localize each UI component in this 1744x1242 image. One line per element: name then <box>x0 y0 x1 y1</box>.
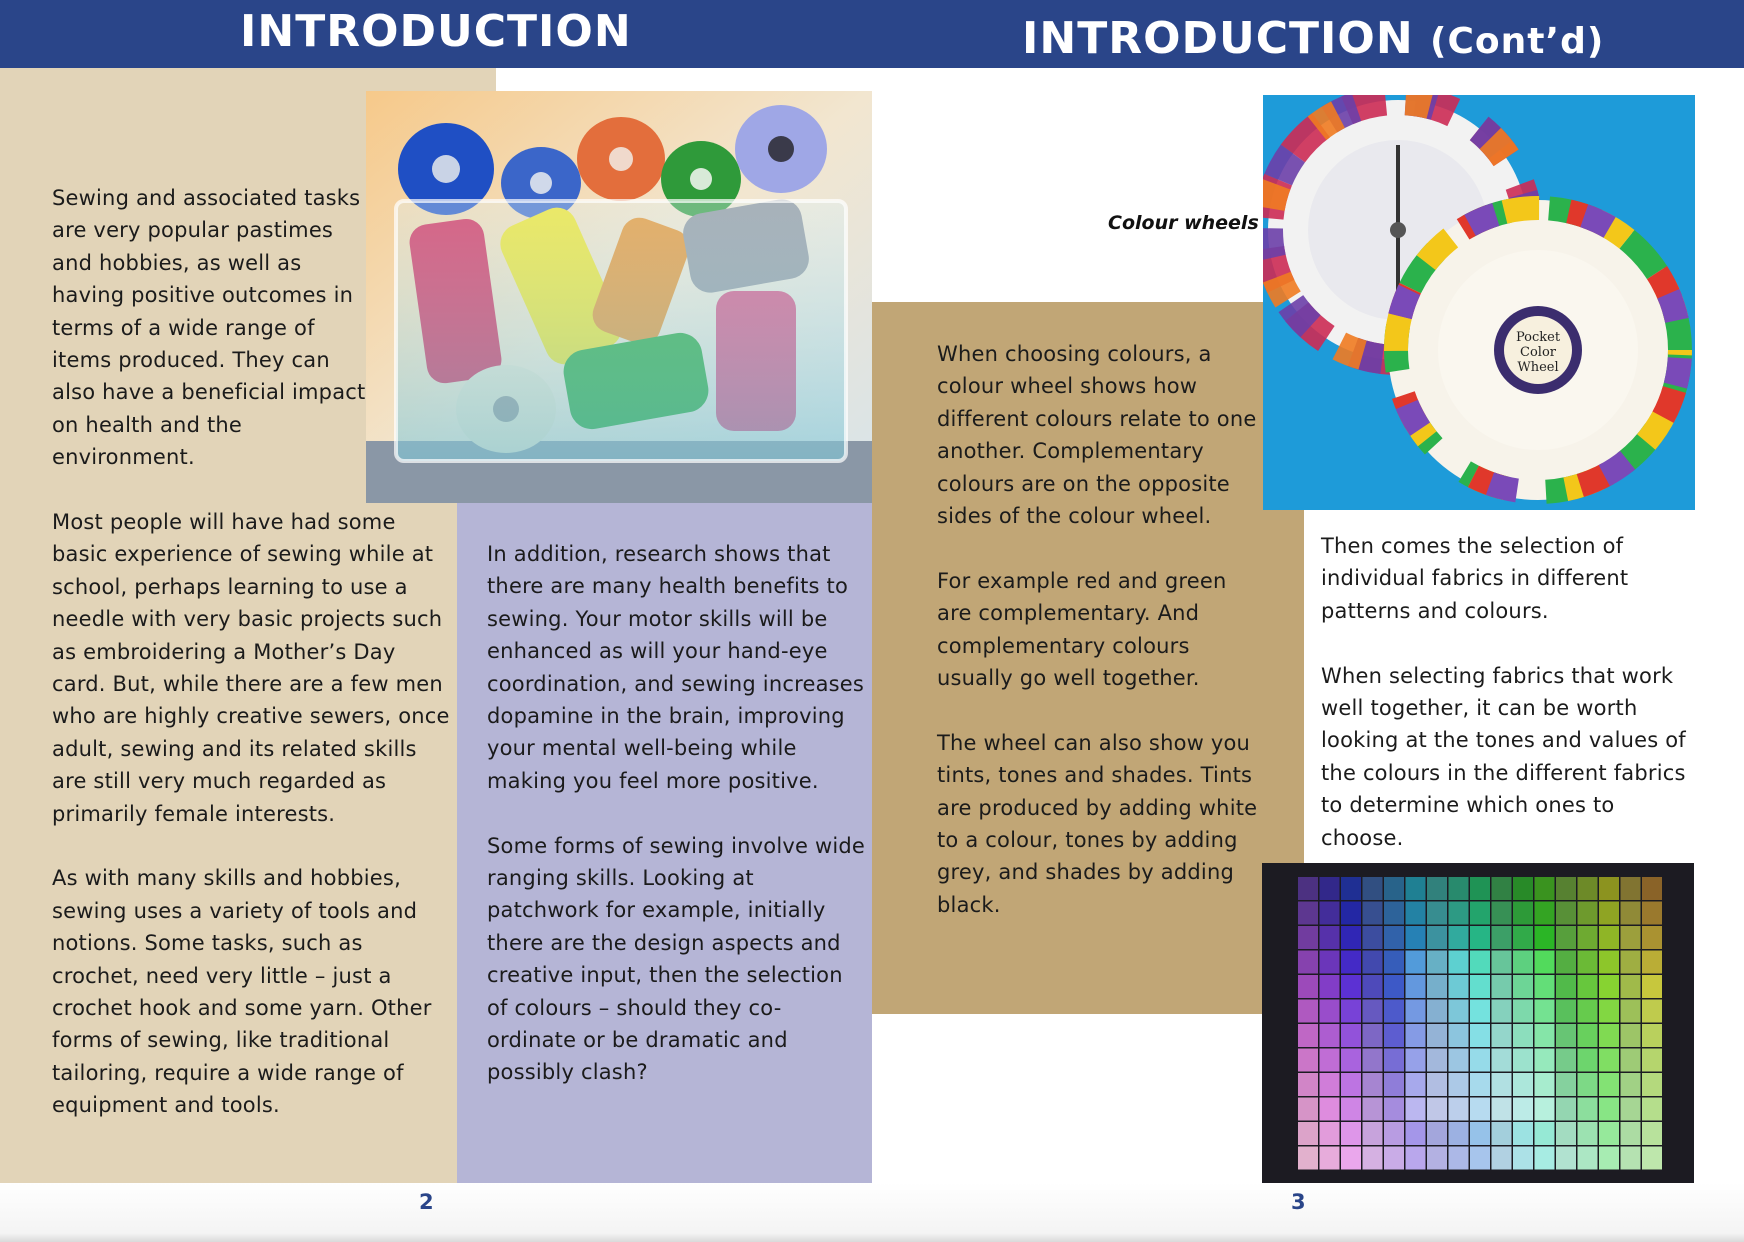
quilt-patch <box>1406 1098 1426 1121</box>
quilt-patch <box>1363 1024 1383 1047</box>
quilt-patch <box>1427 1049 1447 1072</box>
quilt-patch <box>1535 975 1555 998</box>
quilt-patch <box>1535 1049 1555 1072</box>
quilt-patch <box>1449 877 1469 900</box>
quilt-patch <box>1492 1000 1512 1023</box>
quilt-patch <box>1341 902 1361 925</box>
quilt-patch <box>1449 951 1469 974</box>
quilt-patch <box>1556 1073 1576 1096</box>
page-title-right-main: INTRODUCTION <box>1022 13 1414 64</box>
quilt-patch <box>1406 1073 1426 1096</box>
quilt-patch <box>1320 1147 1340 1170</box>
page-number-right: 3 <box>1291 1190 1306 1214</box>
quilt-patch <box>1599 877 1619 900</box>
quilt-patch <box>1320 951 1340 974</box>
quilt-patch <box>1449 1024 1469 1047</box>
quilt-patch <box>1427 1073 1447 1096</box>
quilt-patch <box>1363 877 1383 900</box>
paragraph: For example red and green are complementary. And complementary colours usually go well together. <box>937 568 1227 691</box>
quilt-patch <box>1599 1122 1619 1145</box>
quilt-patch <box>1298 975 1318 998</box>
quilt-patch <box>1363 951 1383 974</box>
quilt-patch <box>1556 975 1576 998</box>
quilt-patch <box>1449 1049 1469 1072</box>
quilt-patch <box>1320 1122 1340 1145</box>
quilt-patch <box>1384 1073 1404 1096</box>
quilt-patch <box>1449 1098 1469 1121</box>
quilt-patch <box>1427 1024 1447 1047</box>
quilt-patch <box>1427 975 1447 998</box>
colour-wheels-photo <box>1263 95 1695 510</box>
quilt-patch <box>1384 975 1404 998</box>
quilt-patch <box>1492 1098 1512 1121</box>
quilt-patch <box>1384 877 1404 900</box>
quilt-patch <box>1470 902 1490 925</box>
quilt-patch <box>1492 1147 1512 1170</box>
paragraph: Then comes the selection of individual fabrics in different patterns and colours. <box>1321 534 1629 623</box>
quilt-patch <box>1599 975 1619 998</box>
intro-paragraph-block-2 <box>52 506 452 1122</box>
quilt-patch <box>1556 902 1576 925</box>
quilt-patch <box>1578 877 1598 900</box>
quilt-patch <box>1363 1000 1383 1023</box>
quilt-patch <box>1621 1073 1641 1096</box>
quilt-patch <box>1621 1024 1641 1047</box>
quilt-patch <box>1341 1024 1361 1047</box>
quilt-patch <box>1578 1147 1598 1170</box>
quilt-patch <box>1427 951 1447 974</box>
quilt-patch <box>1470 1147 1490 1170</box>
quilt-patch <box>1513 926 1533 949</box>
quilt-patch <box>1642 1147 1662 1170</box>
quilt-patch <box>1642 1098 1662 1121</box>
quilt-patch <box>1492 902 1512 925</box>
quilt-patch <box>1449 1073 1469 1096</box>
page-title-right <box>1022 13 1605 64</box>
quilt-patch <box>1578 1122 1598 1145</box>
quilt-patch <box>1513 1000 1533 1023</box>
paragraph: Most people will have had some basic experience of sewing while at school, perhaps learning to use a needle with very basic projects such as embroidering a Mother’s Day card. But, while there are a few men who are highly creative sewers, once adult, sewing and its related skills are still very much regarded as primarily female interests. <box>52 510 450 826</box>
quilt-patch <box>1513 975 1533 998</box>
quilt-patch <box>1513 1098 1533 1121</box>
quilt-patch <box>1363 1049 1383 1072</box>
quilt-patch <box>1599 951 1619 974</box>
colour-paragraph-block <box>937 338 1267 921</box>
quilt-patch <box>1298 1000 1318 1023</box>
quilt-patch <box>1621 1049 1641 1072</box>
quilt-patch <box>1298 1073 1318 1096</box>
quilt-patch <box>1363 1098 1383 1121</box>
quilt-patch <box>1513 902 1533 925</box>
quilt-patch <box>1384 1098 1404 1121</box>
quilt-patch <box>1556 1049 1576 1072</box>
intro-paragraph-block-1 <box>52 182 372 474</box>
quilt-patch <box>1621 877 1641 900</box>
quilt-patch <box>1492 1049 1512 1072</box>
quilt-patch <box>1427 902 1447 925</box>
quilt-patch <box>1578 1073 1598 1096</box>
quilt-patch <box>1470 1122 1490 1145</box>
quilt-patch <box>1621 951 1641 974</box>
paragraph: When choosing colours, a colour wheel shows how different colours relate to one another. Complementary colours are on the opposite sides of the colour wheel. <box>937 342 1257 529</box>
quilt-patch <box>1320 975 1340 998</box>
quilt-patch <box>1642 877 1662 900</box>
quilt-patch <box>1535 877 1555 900</box>
quilt-patch <box>1384 951 1404 974</box>
quilt-patch <box>1492 951 1512 974</box>
quilt-patch <box>1513 1073 1533 1096</box>
thread-spools-photo <box>366 91 872 503</box>
quilt-patch <box>1556 1122 1576 1145</box>
quilt-patch <box>1341 1073 1361 1096</box>
quilt-patch <box>1406 975 1426 998</box>
quilt-patch <box>1535 1122 1555 1145</box>
quilt-patch <box>1320 1073 1340 1096</box>
paragraph: In addition, research shows that there are many health benefits to sewing. Your motor skills will be enhanced as will your hand-eye coordination, and sewing increases dopamine in the brain, improving your mental well-being while making you feel more positive. <box>487 542 865 793</box>
quilt-patch <box>1320 1024 1340 1047</box>
quilt-patch <box>1427 1098 1447 1121</box>
quilt-patch <box>1363 1122 1383 1145</box>
quilt-patch <box>1599 1147 1619 1170</box>
quilt-patch <box>1298 926 1318 949</box>
quilt-patch <box>1427 926 1447 949</box>
quilt-patch <box>1341 1098 1361 1121</box>
quilt-patch <box>1513 877 1533 900</box>
quilt-patch <box>1320 877 1340 900</box>
quilt-patch <box>1599 926 1619 949</box>
quilt-patch <box>1341 951 1361 974</box>
quilt-patch <box>1470 975 1490 998</box>
quilt-patch <box>1513 1147 1533 1170</box>
quilt-patch <box>1513 1049 1533 1072</box>
quilt-patch <box>1578 1098 1598 1121</box>
quilt-patch <box>1578 926 1598 949</box>
quilt-patch <box>1599 1073 1619 1096</box>
quilt-patch <box>1363 975 1383 998</box>
quilt-patch <box>1470 951 1490 974</box>
quilt-patch <box>1427 877 1447 900</box>
quilt-patch <box>1406 1000 1426 1023</box>
quilt-patch <box>1642 975 1662 998</box>
quilt-patch <box>1470 1049 1490 1072</box>
quilt-patch <box>1642 1000 1662 1023</box>
quilt-patch <box>1621 1098 1641 1121</box>
quilt-patch <box>1513 1024 1533 1047</box>
quilt-patch <box>1599 902 1619 925</box>
quilt-patch <box>1341 877 1361 900</box>
quilt-patch <box>1363 902 1383 925</box>
quilt-patch <box>1298 1049 1318 1072</box>
quilt-patch <box>1298 1024 1318 1047</box>
page-title-right-suffix: (Cont’d) <box>1429 21 1605 62</box>
quilt-patch <box>1449 975 1469 998</box>
wheel-label-2: Color <box>1520 345 1556 360</box>
quilt-patch <box>1298 1147 1318 1170</box>
quilt-patch <box>1384 1024 1404 1047</box>
quilt-patch <box>1556 877 1576 900</box>
quilt-patch <box>1621 1147 1641 1170</box>
quilt-patch <box>1492 1073 1512 1096</box>
quilt-patch <box>1406 1049 1426 1072</box>
quilt-patch <box>1449 1147 1469 1170</box>
paragraph: As with many skills and hobbies, sewing uses a variety of tools and notions. Some tasks, such as crochet, need very little – just a crochet hook and some yarn. Other forms of sewing, like traditional tailoring, require a wide range of equipment and tools. <box>52 866 432 1118</box>
wheel-label-3: Wheel <box>1517 360 1559 375</box>
quilt-patch <box>1492 1024 1512 1047</box>
quilt-patch <box>1556 951 1576 974</box>
quilt-patch <box>1384 926 1404 949</box>
quilt-patch <box>1320 1000 1340 1023</box>
quilt-patch <box>1363 1147 1383 1170</box>
quilt-patch <box>1642 1049 1662 1072</box>
quilt-patch <box>1535 1073 1555 1096</box>
quilt-patch <box>1449 1122 1469 1145</box>
quilt-patch <box>1449 1000 1469 1023</box>
quilt-patch <box>1363 1073 1383 1096</box>
quilt-patch <box>1470 1024 1490 1047</box>
quilt-patch <box>1642 1122 1662 1145</box>
quilt-patch <box>1642 951 1662 974</box>
quilt-patch <box>1599 1000 1619 1023</box>
quilt-patch <box>1492 926 1512 949</box>
patchwork-quilt-photo <box>1262 863 1694 1183</box>
quilt-patch <box>1320 902 1340 925</box>
quilt-patch <box>1599 1049 1619 1072</box>
quilt-patch <box>1298 877 1318 900</box>
paragraph: The wheel can also show you tints, tones and shades. Tints are produced by adding white to a colour, tones by adding grey, and shades by adding black. <box>937 730 1258 917</box>
quilt-patch <box>1642 1073 1662 1096</box>
quilt-patch <box>1449 902 1469 925</box>
quilt-patch <box>1535 1147 1555 1170</box>
quilt-patch <box>1406 951 1426 974</box>
quilt-patch <box>1406 926 1426 949</box>
quilt-patch <box>1298 951 1318 974</box>
quilt-patch <box>1642 902 1662 925</box>
quilt-patch <box>1599 1024 1619 1047</box>
quilt-patch <box>1320 926 1340 949</box>
quilt-patch <box>1298 902 1318 925</box>
quilt-patch <box>1470 1073 1490 1096</box>
quilt-patch <box>1535 1098 1555 1121</box>
quilt-patch <box>1406 902 1426 925</box>
quilt-patch <box>1320 1049 1340 1072</box>
quilt-patch <box>1298 1122 1318 1145</box>
quilt-patch <box>1384 1049 1404 1072</box>
quilt-patch <box>1556 1024 1576 1047</box>
image-caption-colour-wheels: Colour wheels <box>1108 212 1259 234</box>
quilt-patch <box>1470 926 1490 949</box>
quilt-patch <box>1406 1122 1426 1145</box>
paragraph: Some forms of sewing involve wide ranging skills. Looking at patchwork for example, initially there are the design aspects and creative input, then the selection of colours – should they co-ordinate or be dramatic and possibly clash? <box>487 833 866 1085</box>
quilt-patch <box>1556 926 1576 949</box>
quilt-patch <box>1384 902 1404 925</box>
quilt-patch <box>1621 902 1641 925</box>
quilt-patch <box>1535 1000 1555 1023</box>
quilt-patch <box>1599 1098 1619 1121</box>
quilt-patch <box>1556 1000 1576 1023</box>
quilt-patch <box>1578 1000 1598 1023</box>
quilt-patch <box>1578 1024 1598 1047</box>
page-number-left: 2 <box>419 1190 434 1214</box>
quilt-patch <box>1535 902 1555 925</box>
quilt-patch <box>1621 1000 1641 1023</box>
wheel-label-1: Pocket <box>1515 330 1561 345</box>
quilt-patch <box>1492 877 1512 900</box>
quilt-patch <box>1642 926 1662 949</box>
quilt-patch <box>1535 926 1555 949</box>
quilt-patch <box>1535 951 1555 974</box>
quilt-patch <box>1341 1000 1361 1023</box>
quilt-patch <box>1470 1000 1490 1023</box>
quilt-patch <box>1621 926 1641 949</box>
quilt-patch <box>1621 975 1641 998</box>
quilt-patch <box>1578 902 1598 925</box>
page-title-left: INTRODUCTION <box>240 6 632 57</box>
quilt-patch <box>1363 926 1383 949</box>
fabric-paragraph-block <box>1321 530 1701 854</box>
quilt-patch <box>1341 975 1361 998</box>
quilt-patch <box>1384 1147 1404 1170</box>
quilt-patch <box>1406 877 1426 900</box>
quilt-patch <box>1341 1147 1361 1170</box>
quilt-patch <box>1578 951 1598 974</box>
quilt-patch <box>1449 926 1469 949</box>
quilt-patch <box>1578 975 1598 998</box>
quilt-patch <box>1341 1122 1361 1145</box>
quilt-patch <box>1406 1024 1426 1047</box>
quilt-patch <box>1341 926 1361 949</box>
quilt-patch <box>1642 1024 1662 1047</box>
intro-paragraph-block-3 <box>487 538 867 1089</box>
quilt-patch <box>1513 951 1533 974</box>
quilt-patch <box>1427 1122 1447 1145</box>
page-footer <box>0 1183 1744 1242</box>
quilt-patch <box>1470 1098 1490 1121</box>
quilt-patch <box>1320 1098 1340 1121</box>
quilt-patch <box>1384 1000 1404 1023</box>
quilt-patch <box>1427 1147 1447 1170</box>
quilt-patch <box>1492 975 1512 998</box>
quilt-patch <box>1578 1049 1598 1072</box>
paragraph: When selecting fabrics that work well together, it can be worth looking at the tones and values of the colours in the different fabrics to determine which ones to choose. <box>1321 663 1686 850</box>
quilt-patch <box>1556 1147 1576 1170</box>
quilt-patch <box>1535 1024 1555 1047</box>
quilt-patch <box>1492 1122 1512 1145</box>
quilt-patch <box>1621 1122 1641 1145</box>
quilt-patch <box>1406 1147 1426 1170</box>
quilt-patch <box>1427 1000 1447 1023</box>
quilt-patch <box>1513 1122 1533 1145</box>
quilt-patch <box>1341 1049 1361 1072</box>
quilt-patch <box>1384 1122 1404 1145</box>
quilt-patch <box>1556 1098 1576 1121</box>
quilt-patch <box>1298 1098 1318 1121</box>
paragraph: Sewing and associated tasks are very popular pastimes and hobbies, as well as having positive outcomes in terms of a wide range of items produced. They can also have a beneficial impact on health and the environment. <box>52 186 366 470</box>
quilt-patch <box>1470 877 1490 900</box>
